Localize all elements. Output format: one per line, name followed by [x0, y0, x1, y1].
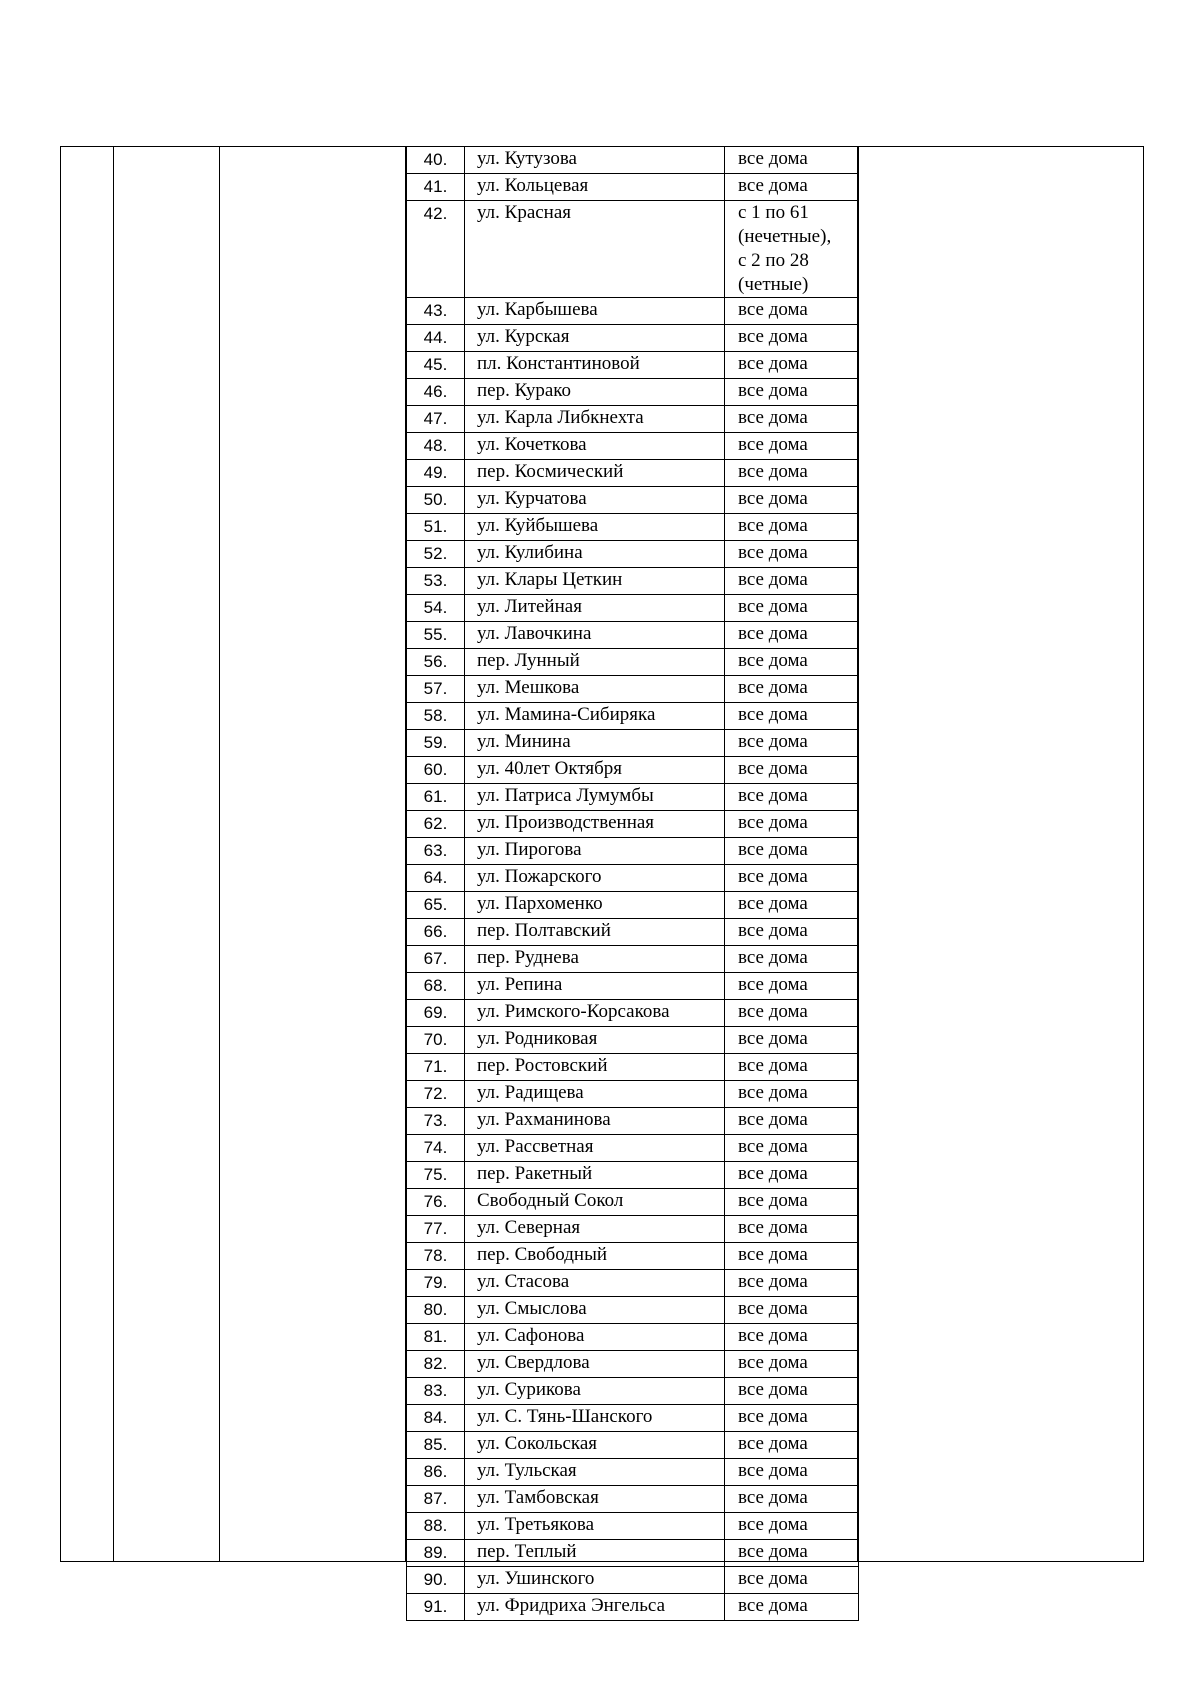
row-number: 46. — [407, 379, 465, 406]
row-number: 42. — [407, 201, 465, 298]
street-name: ул. Карла Либкнехта — [465, 406, 725, 433]
house-range-line: все дома — [738, 920, 808, 941]
row-number: 61. — [407, 784, 465, 811]
row-number: 69. — [407, 1000, 465, 1027]
row-number: 51. — [407, 514, 465, 541]
row-number: 70. — [407, 1027, 465, 1054]
table-row — [407, 514, 859, 541]
table-row — [407, 1162, 859, 1189]
house-range-line: все дома — [738, 1082, 808, 1103]
row-number: 48. — [407, 433, 465, 460]
house-range-line: все дома — [738, 1001, 808, 1022]
street-name: ул. Рассветная — [465, 1135, 725, 1162]
house-range — [725, 147, 859, 174]
row-number: 83. — [407, 1378, 465, 1405]
street-name: ул. Пархоменко — [465, 892, 725, 919]
house-range — [725, 1243, 859, 1270]
row-number: 40. — [407, 147, 465, 174]
table-row — [407, 622, 859, 649]
street-name: ул. Мешкова — [465, 676, 725, 703]
house-range-line: все дома — [738, 1595, 808, 1616]
street-name: ул. Кутузова — [465, 147, 725, 174]
street-name: ул. Клары Цеткин — [465, 568, 725, 595]
row-number: 78. — [407, 1243, 465, 1270]
row-number: 43. — [407, 298, 465, 325]
row-number: 64. — [407, 865, 465, 892]
table-row — [407, 1297, 859, 1324]
row-number: 56. — [407, 649, 465, 676]
street-name: ул. Курская — [465, 325, 725, 352]
house-range — [725, 1351, 859, 1378]
street-name: ул. Лавочкина — [465, 622, 725, 649]
table-row — [407, 730, 859, 757]
house-range — [725, 1027, 859, 1054]
house-range — [725, 541, 859, 568]
street-name: ул. Литейная — [465, 595, 725, 622]
house-range-line: все дома — [738, 299, 808, 320]
street-name: ул. Фридриха Энгельса — [465, 1594, 725, 1621]
street-name: ул. Куйбышева — [465, 514, 725, 541]
table-row — [407, 973, 859, 1000]
street-name: пер. Космический — [465, 460, 725, 487]
table-row — [407, 649, 859, 676]
house-range — [725, 1081, 859, 1108]
house-range-line: все дома — [738, 623, 808, 644]
street-name: ул. Рахманинова — [465, 1108, 725, 1135]
house-range-line: все дома — [738, 1271, 808, 1292]
house-range-line: все дома — [738, 596, 808, 617]
house-range — [725, 622, 859, 649]
house-range-line: все дома — [738, 677, 808, 698]
row-number: 50. — [407, 487, 465, 514]
street-name: ул. Родниковая — [465, 1027, 725, 1054]
table-row — [407, 1135, 859, 1162]
house-range-line: все дома — [738, 974, 808, 995]
house-range-line: с 1 по 61 — [738, 202, 809, 223]
house-range-line: все дома — [738, 1217, 808, 1238]
house-range — [725, 1162, 859, 1189]
table-row — [407, 1459, 859, 1486]
house-range-line: все дома — [738, 1028, 808, 1049]
house-range-line: все дома — [738, 650, 808, 671]
row-number: 84. — [407, 1405, 465, 1432]
house-range — [725, 676, 859, 703]
street-name: ул. Радищева — [465, 1081, 725, 1108]
house-range-line: все дома — [738, 1406, 808, 1427]
table-row — [407, 1243, 859, 1270]
house-range-line: все дома — [738, 758, 808, 779]
house-range-line: все дома — [738, 1190, 808, 1211]
house-range-line: все дома — [738, 542, 808, 563]
table-row — [407, 325, 859, 352]
house-range-line: все дома — [738, 515, 808, 536]
table-row — [407, 1432, 859, 1459]
row-number: 66. — [407, 919, 465, 946]
house-range — [725, 433, 859, 460]
row-number: 47. — [407, 406, 465, 433]
house-range — [725, 1567, 859, 1594]
house-range — [725, 487, 859, 514]
table-row — [407, 595, 859, 622]
house-range-line: все дома — [738, 839, 808, 860]
house-range-line: все дома — [738, 731, 808, 752]
street-name: ул. С. Тянь-Шанского — [465, 1405, 725, 1432]
street-name: ул. Кочеткова — [465, 433, 725, 460]
house-range — [725, 352, 859, 379]
house-range-line: все дома — [738, 461, 808, 482]
house-range-line: все дома — [738, 326, 808, 347]
house-range-line: все дома — [738, 812, 808, 833]
house-range — [725, 1378, 859, 1405]
table-row — [407, 1513, 859, 1540]
row-number: 55. — [407, 622, 465, 649]
row-number: 89. — [407, 1540, 465, 1567]
row-number: 73. — [407, 1108, 465, 1135]
house-range-line: все дома — [738, 1487, 808, 1508]
house-range-line: все дома — [738, 1460, 808, 1481]
street-name: ул. Смыслова — [465, 1297, 725, 1324]
house-range — [725, 703, 859, 730]
house-range — [725, 1000, 859, 1027]
house-range — [725, 892, 859, 919]
house-range — [725, 298, 859, 325]
row-number: 81. — [407, 1324, 465, 1351]
house-range — [725, 838, 859, 865]
row-number: 85. — [407, 1432, 465, 1459]
house-range — [725, 865, 859, 892]
row-number: 68. — [407, 973, 465, 1000]
street-name: пер. Ракетный — [465, 1162, 725, 1189]
house-range — [725, 919, 859, 946]
house-range-line: все дома — [738, 407, 808, 428]
table-row — [407, 298, 859, 325]
row-number: 75. — [407, 1162, 465, 1189]
street-name: ул. Тульская — [465, 1459, 725, 1486]
row-number: 53. — [407, 568, 465, 595]
street-name: ул. Кулибина — [465, 541, 725, 568]
house-range-line: все дома — [738, 947, 808, 968]
street-name: ул. Свердлова — [465, 1351, 725, 1378]
table-row — [407, 568, 859, 595]
table-row — [407, 147, 859, 174]
row-number: 77. — [407, 1216, 465, 1243]
house-range — [725, 757, 859, 784]
table-row — [407, 174, 859, 201]
street-name: ул. Римского-Корсакова — [465, 1000, 725, 1027]
row-number: 71. — [407, 1054, 465, 1081]
house-range-line: с 2 по 28 — [738, 250, 809, 271]
house-range-line: все дома — [738, 1379, 808, 1400]
row-number: 67. — [407, 946, 465, 973]
street-name: пер. Полтавский — [465, 919, 725, 946]
table-row — [407, 838, 859, 865]
house-range — [725, 649, 859, 676]
house-range — [725, 1108, 859, 1135]
table-row — [407, 460, 859, 487]
row-number: 80. — [407, 1297, 465, 1324]
table-row — [407, 379, 859, 406]
row-number: 62. — [407, 811, 465, 838]
house-range — [725, 379, 859, 406]
house-range-line: (нечетные), — [738, 226, 832, 247]
table-row — [407, 1270, 859, 1297]
street-name: ул. Производственная — [465, 811, 725, 838]
row-number: 87. — [407, 1486, 465, 1513]
street-name: ул. Северная — [465, 1216, 725, 1243]
street-name: ул. Красная — [465, 201, 725, 298]
table-row — [407, 784, 859, 811]
table-row — [407, 757, 859, 784]
row-number: 59. — [407, 730, 465, 757]
house-range — [725, 811, 859, 838]
table-row — [407, 892, 859, 919]
street-name: ул. Кольцевая — [465, 174, 725, 201]
house-range-line: все дома — [738, 1136, 808, 1157]
street-name: ул. Мамина-Сибиряка — [465, 703, 725, 730]
table-row — [407, 1324, 859, 1351]
house-range — [725, 1513, 859, 1540]
street-name: ул. Минина — [465, 730, 725, 757]
table-row — [407, 1108, 859, 1135]
table-row — [407, 1216, 859, 1243]
house-range-line: все дома — [738, 1055, 808, 1076]
row-number: 44. — [407, 325, 465, 352]
house-range-line: все дома — [738, 1568, 808, 1589]
street-name: пл. Константиновой — [465, 352, 725, 379]
house-range — [725, 406, 859, 433]
table-row — [407, 703, 859, 730]
house-range — [725, 1405, 859, 1432]
house-range-line: все дома — [738, 353, 808, 374]
street-name: ул. Тамбовская — [465, 1486, 725, 1513]
house-range-line: все дома — [738, 488, 808, 509]
street-name: ул. Ушинского — [465, 1567, 725, 1594]
street-name: пер. Теплый — [465, 1540, 725, 1567]
street-name: ул. 40лет Октября — [465, 757, 725, 784]
street-name: пер. Ростовский — [465, 1054, 725, 1081]
house-range-line: все дома — [738, 1244, 808, 1265]
house-range — [725, 1459, 859, 1486]
street-name: ул. Сафонова — [465, 1324, 725, 1351]
street-name: ул. Патриса Лумумбы — [465, 784, 725, 811]
house-range — [725, 784, 859, 811]
house-range — [725, 1324, 859, 1351]
row-number: 79. — [407, 1270, 465, 1297]
house-range-line: все дома — [738, 175, 808, 196]
row-number: 60. — [407, 757, 465, 784]
house-range-line: все дома — [738, 1514, 808, 1535]
house-range — [725, 1135, 859, 1162]
house-range — [725, 1594, 859, 1621]
street-name: ул. Стасова — [465, 1270, 725, 1297]
table-row — [407, 201, 859, 298]
table-row — [407, 919, 859, 946]
table-row — [407, 865, 859, 892]
house-range — [725, 174, 859, 201]
house-range — [725, 325, 859, 352]
street-name: ул. Пожарского — [465, 865, 725, 892]
house-range-line: все дома — [738, 1352, 808, 1373]
house-range-line: все дома — [738, 1163, 808, 1184]
row-number: 45. — [407, 352, 465, 379]
street-name: пер. Лунный — [465, 649, 725, 676]
house-range-line: все дома — [738, 1541, 808, 1562]
row-number: 82. — [407, 1351, 465, 1378]
table-row — [407, 1351, 859, 1378]
house-range-line: все дома — [738, 1433, 808, 1454]
house-range — [725, 1297, 859, 1324]
row-number: 88. — [407, 1513, 465, 1540]
house-range — [725, 201, 859, 298]
house-range-line: все дома — [738, 1109, 808, 1130]
street-name: ул. Сурикова — [465, 1378, 725, 1405]
street-name: Свободный Сокол — [465, 1189, 725, 1216]
column-divider — [219, 147, 220, 1561]
table-row — [407, 1405, 859, 1432]
table-row — [407, 541, 859, 568]
house-range — [725, 1054, 859, 1081]
table-row — [407, 811, 859, 838]
column-divider — [113, 147, 114, 1561]
row-number: 58. — [407, 703, 465, 730]
house-range — [725, 973, 859, 1000]
house-range — [725, 946, 859, 973]
table-row — [407, 406, 859, 433]
row-number: 49. — [407, 460, 465, 487]
house-range-line: все дома — [738, 434, 808, 455]
house-range-line: все дома — [738, 569, 808, 590]
row-number: 72. — [407, 1081, 465, 1108]
row-number: 52. — [407, 541, 465, 568]
table-row — [407, 1081, 859, 1108]
street-name: ул. Сокольская — [465, 1432, 725, 1459]
street-name: ул. Карбышева — [465, 298, 725, 325]
row-number: 41. — [407, 174, 465, 201]
table-row — [407, 1054, 859, 1081]
house-range — [725, 1432, 859, 1459]
table-row — [407, 1189, 859, 1216]
house-range-line: все дома — [738, 866, 808, 887]
house-range — [725, 1540, 859, 1567]
house-range-line: все дома — [738, 380, 808, 401]
house-range — [725, 595, 859, 622]
row-number: 65. — [407, 892, 465, 919]
table-row — [407, 1540, 859, 1567]
house-range-line: все дома — [738, 785, 808, 806]
street-name: ул. Репина — [465, 973, 725, 1000]
house-range — [725, 1189, 859, 1216]
house-range-line: все дома — [738, 704, 808, 725]
row-number: 63. — [407, 838, 465, 865]
house-range — [725, 1216, 859, 1243]
table-row — [407, 1486, 859, 1513]
table-row — [407, 946, 859, 973]
street-name: пер. Свободный — [465, 1243, 725, 1270]
street-name: пер. Руднева — [465, 946, 725, 973]
row-number: 91. — [407, 1594, 465, 1621]
house-range — [725, 1486, 859, 1513]
table-row — [407, 352, 859, 379]
row-number: 76. — [407, 1189, 465, 1216]
table-row — [407, 487, 859, 514]
house-range-line: все дома — [738, 148, 808, 169]
house-range-line: все дома — [738, 1298, 808, 1319]
house-range-line: (четные) — [738, 274, 809, 295]
house-range — [725, 1270, 859, 1297]
table-row — [407, 433, 859, 460]
table-row — [407, 1594, 859, 1621]
street-name: ул. Пирогова — [465, 838, 725, 865]
street-list-body — [407, 147, 859, 1621]
row-number: 57. — [407, 676, 465, 703]
house-range — [725, 460, 859, 487]
street-name: ул. Третьякова — [465, 1513, 725, 1540]
table-row — [407, 1000, 859, 1027]
row-number: 74. — [407, 1135, 465, 1162]
row-number: 86. — [407, 1459, 465, 1486]
table-row — [407, 1027, 859, 1054]
house-range-line: все дома — [738, 1325, 808, 1346]
table-row — [407, 1567, 859, 1594]
house-range — [725, 568, 859, 595]
row-number: 54. — [407, 595, 465, 622]
row-number: 90. — [407, 1567, 465, 1594]
table-row — [407, 676, 859, 703]
street-name: пер. Курако — [465, 379, 725, 406]
house-range — [725, 514, 859, 541]
street-name: ул. Курчатова — [465, 487, 725, 514]
house-range — [725, 730, 859, 757]
table-row — [407, 1378, 859, 1405]
house-range-line: все дома — [738, 893, 808, 914]
street-list-table — [406, 146, 859, 1621]
